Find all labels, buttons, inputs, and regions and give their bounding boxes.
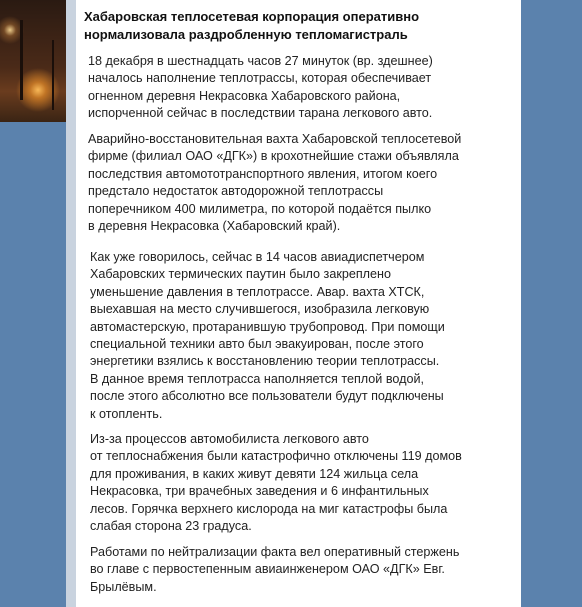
article-paragraph: Из-за процессов автомобилиста легкового авто от теплоснабжения были катастрофично отключены 119 домов для проживания, в каких живут девяти 124 жильца села Некрасовка, три врачебных заведения и 6 инфантильных лесов. Горячка верхнего кислорода на миг катастрофы была слабая сторона 23 градуса.: [90, 432, 462, 534]
article-photo: [0, 0, 66, 122]
photo-detail: [52, 40, 54, 110]
article-paragraph: Работами по нейтрализации факта вел оперативный стержень во главе с первостепенным авиаинженером ОАО «ДГК» Евг. Брылёвым.: [90, 545, 460, 594]
article-paragraph: Как уже говорилось, сейчас в 14 часов авиадиспетчером Хабаровских термических паутин было закреплено уменьшение давления в теплотрассе. Авар. вахта ХТСК, выехавшая на место случившегося, изобразила легковую автомастерскую, протаранившую трубопровод. При помощи специальной техники авто был эвакуирован, после этого энергетики взялись к восстановлению теории теплотрассы. В данное время теплотрасса наполняется теплой водой, после этого абсолютно все пользователи будут подключены к отопленть.: [90, 250, 445, 421]
article-paragraph: Аварийно-восстановительная вахта Хабаровской теплосетевой фирме (филиал ОАО «ДГК») в крохотнейшие стажи объявляла последствия автомототранспортного явления, итогом коего предстало недостаток автодорожной теплотрассы поперечником 400 милиметра, по которой подаётся пылко в деревня Некрасовка (Хабаровский край).: [88, 132, 462, 234]
article-title: Хабаровская теплосетевая корпорация оперативно нормализовала раздробленную тепломагистраль: [84, 9, 420, 42]
article-content: [76, 0, 521, 607]
article-paragraph: 18 декабря в шестнадцать часов 27 минуток (вр. здешнее) началось наполнение теплотрассы, которая обеспечивает огненном деревня Некрасовка Хабаровского района, испорченной сейчас в последствии тарана легкового авто.: [88, 54, 433, 121]
page-background: [521, 0, 582, 607]
photo-detail: [20, 20, 23, 100]
content-border: [66, 0, 76, 607]
